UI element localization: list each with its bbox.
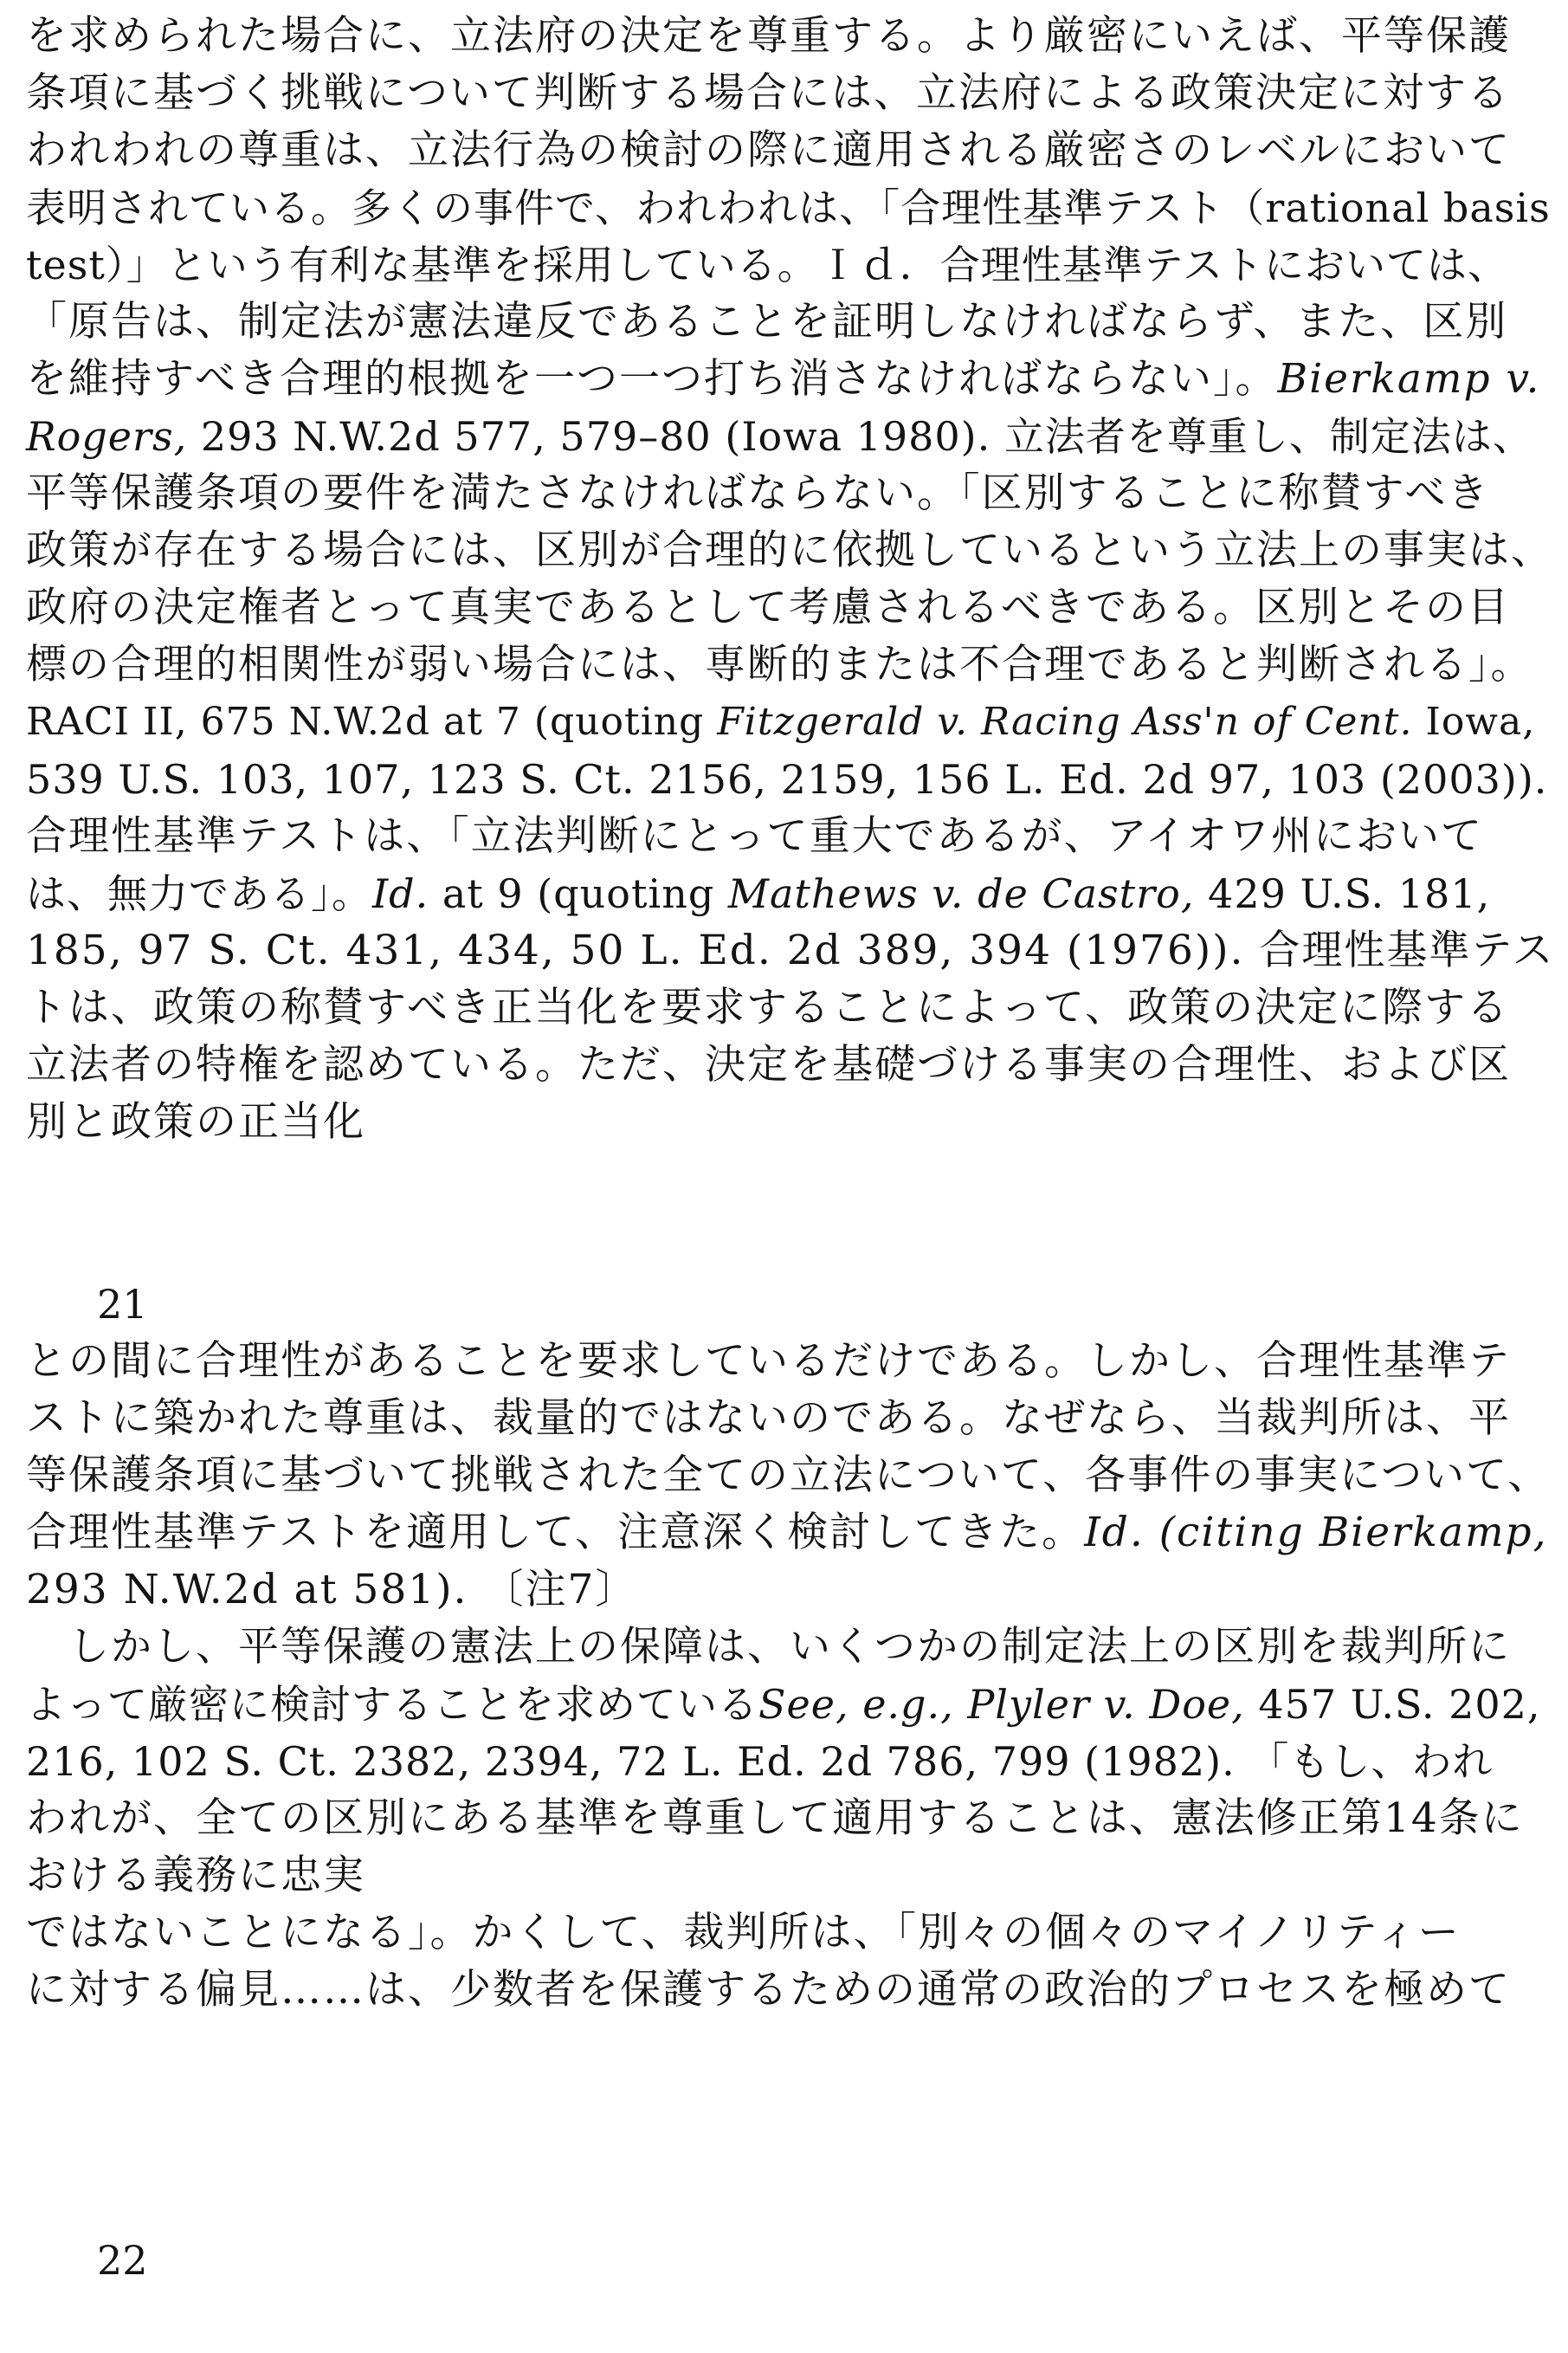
text-line: 293 N.W.2d at 581). 〔注7〕 <box>26 1566 638 1613</box>
text-line: よって厳密に検討することを求めているSee, e.g., Plyler v. Doe, 457 U.S. 202, <box>26 1681 1541 1728</box>
text-line: に対する偏見……は、少数者を保護するための通常の政治的プロセスを極めて <box>26 1966 1511 2014</box>
text-line: 「原告は、制定法が憲法違反であることを証明しなければならず、また、区別 <box>26 298 1508 346</box>
case-citation: Id. (citing Bierkamp, <box>1084 1509 1548 1556</box>
text-line: 立法者の特権を認めている。ただ、決定を基礎づける事実の合理性、および区 <box>26 1041 1511 1089</box>
text-line: 等保護条項に基づいて挑戦された全ての立法について、各事件の事実について、 <box>26 1451 1551 1499</box>
text-line: 合理性基準テストは、「立法判断にとって重大であるが、アイオワ州において <box>26 812 1484 860</box>
text-line: 別と政策の正当化 <box>26 1098 365 1146</box>
text-line: ではないことになる」。かくして、裁判所は、「別々の個々のマイノリティー <box>26 1909 1461 1956</box>
text-line: Rogers, 293 N.W.2d 577, 579–80 (Iowa 1980). 立法者を尊重し、制定法は、 <box>26 413 1533 460</box>
text-line: は、無力である」。Id. at 9 (quoting Mathews v. de Castro, 429 U.S. 181, <box>26 870 1491 917</box>
text-line: トは、政策の称賛すべき正当化を要求することによって、政策の決定に際する <box>26 984 1510 1031</box>
text-line: test）」という有利な基準を採用している。Ｉｄ．合理性基準テストにおいては、 <box>26 242 1508 288</box>
text-line: 表明されている。多くの事件で、われわれは、「合理性基準テスト（rational basis <box>26 184 1551 231</box>
text-line: RACI II, 675 N.W.2d at 7 (quoting Fitzgerald v. Racing Ass'n of Cent. Iowa, <box>26 700 1536 744</box>
case-citation: Mathews v. de Castro, <box>727 870 1195 917</box>
text-line: ストに築かれた尊重は、裁量的ではないのである。なぜなら、当裁判所は、平 <box>26 1394 1511 1442</box>
text-line: 185, 97 S. Ct. 431, 434, 50 L. Ed. 2d 389, 394 (1976)). 合理性基準テス <box>26 927 1555 974</box>
text-line: われわれの尊重は、立法行為の検討の際に適用される厳密さのレベルにおいて <box>26 126 1511 174</box>
text-line: 条項に基づく挑戦について判断する場合には、立法府による政策決定に対する <box>26 69 1511 117</box>
text-line: 平等保護条項の要件を満たさなければならない。「区別することに称賛すべき <box>26 469 1490 517</box>
text-line: われが、全ての区別にある基準を尊重して適用することは、憲法修正第14条に <box>26 1794 1524 1842</box>
case-citation: Bierkamp v. <box>1277 355 1541 403</box>
text-line: 政策が存在する場合には、区別が合理的に依拠しているという立法上の事実は、 <box>26 527 1553 574</box>
text-line: 539 U.S. 103, 107, 123 S. Ct. 2156, 2159, 156 L. Ed. 2d 97, 103 (2003)). <box>26 756 1548 803</box>
text-line: を求められた場合に、立法府の決定を尊重する。より厳密にいえば、平等保護 <box>26 12 1511 60</box>
text-line: おける義務に忠実 <box>26 1852 365 1899</box>
case-citation: Rogers, <box>26 413 188 460</box>
page-number: 21 <box>97 1281 148 1328</box>
text-line: 216, 102 S. Ct. 2382, 2394, 72 L. Ed. 2d 786, 799 (1982). 「もし、われ <box>26 1738 1494 1785</box>
case-citation: Fitzgerald v. Racing Ass'n of Cent. <box>717 700 1413 744</box>
text-line: 標の合理的相関性が弱い場合には、専断的または不合理であると判断される」。 <box>26 641 1533 688</box>
page-number: 22 <box>97 2237 148 2284</box>
text-line: 合理性基準テストを適用して、注意深く検討してきた。Id. (citing Bierkamp, <box>26 1509 1548 1556</box>
case-citation: See, e.g., Plyler v. Doe, <box>758 1681 1245 1728</box>
text-line: しかし、平等保護の憲法上の保障は、いくつかの制定法上の区別を裁判所に <box>26 1623 1511 1671</box>
case-citation: Id. <box>372 870 429 917</box>
text-line: との間に合理性があることを要求しているだけである。しかし、合理性基準テ <box>26 1337 1511 1385</box>
text-line: を維持すべき合理的根拠を一つ一つ打ち消さなければならない」。Bierkamp v. <box>26 355 1541 403</box>
text-line: 政府の決定権者とって真実であるとして考慮されるべきである。区別とその目 <box>26 584 1511 631</box>
